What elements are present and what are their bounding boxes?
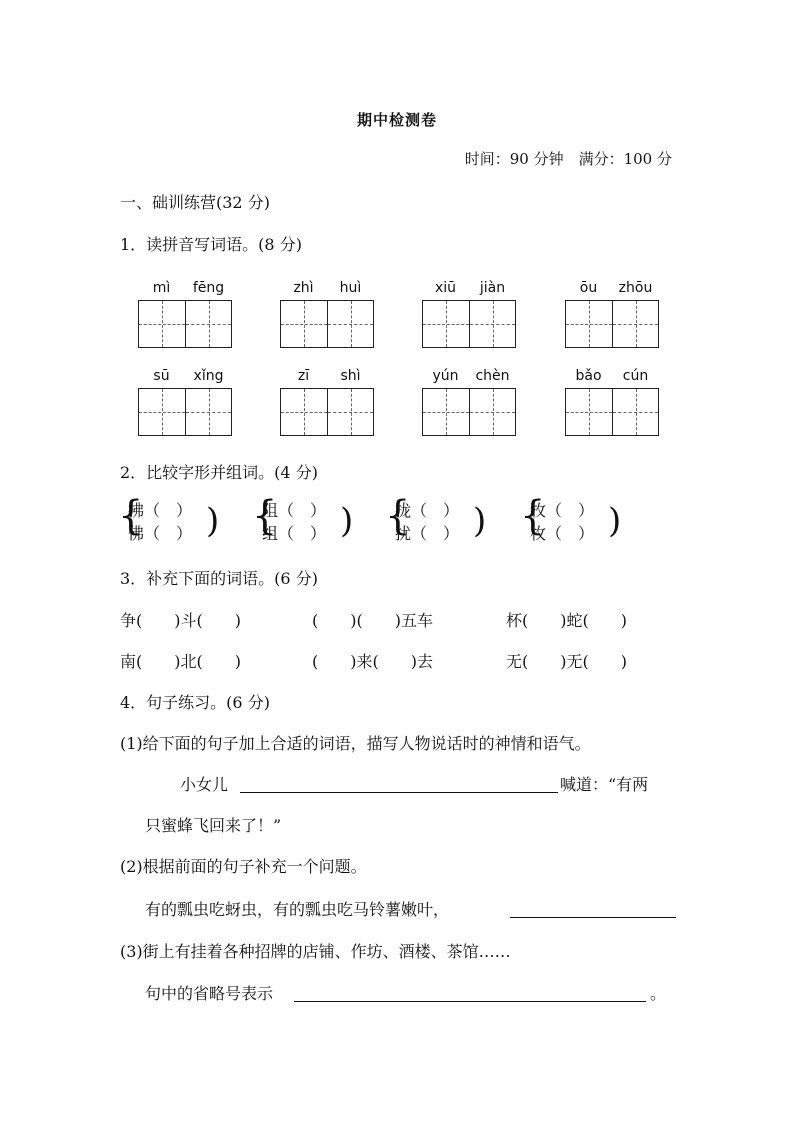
char-pair-top[interactable]: 阻（ ） (262, 501, 327, 520)
char-pair-bottom[interactable]: 佛（ ） (128, 524, 193, 543)
character-cell[interactable] (469, 389, 515, 435)
right-bracket: ) (340, 501, 354, 541)
pinyin-label: fēng (192, 280, 225, 296)
pinyin-label: zhì (293, 280, 314, 296)
character-cell[interactable] (185, 301, 231, 347)
right-bracket: ) (608, 501, 622, 541)
q4-part1-start: 小女儿 (180, 775, 229, 794)
pinyin-word (138, 280, 232, 348)
character-cell[interactable] (281, 389, 327, 435)
q4-part3-prompt: (3)街上有挂着各种招牌的店铺、作坊、酒楼、茶馆…… (120, 942, 511, 961)
char-pair-top[interactable]: 拂（ ） (128, 501, 193, 520)
idiom-fill-2[interactable]: ( )( )五车 (312, 611, 433, 630)
character-cell[interactable] (327, 389, 373, 435)
q4-part3-text: 句中的省略号表示 (145, 984, 274, 1003)
pinyin-label: cún (622, 368, 649, 384)
character-cell[interactable] (566, 301, 612, 347)
q4-part1-blank[interactable] (240, 774, 558, 793)
q4-part1-cont: 只蜜蜂飞回来了！” (145, 816, 282, 835)
q4-part3-blank[interactable] (294, 983, 646, 1002)
right-bracket: ) (473, 501, 487, 541)
pinyin-label: bǎo (575, 368, 602, 384)
char-pair (520, 493, 622, 546)
left-brace: { (385, 493, 411, 539)
pinyin-label: chèn (475, 368, 510, 384)
character-writing-grid[interactable] (138, 300, 232, 348)
character-writing-grid[interactable] (422, 388, 516, 436)
q4-part1-end: 喊道：“有两 (560, 775, 649, 794)
pinyin-label: shì (340, 368, 361, 384)
character-cell[interactable] (139, 389, 185, 435)
pinyin-label: sū (153, 368, 170, 384)
left-brace: { (252, 493, 278, 539)
character-writing-grid[interactable] (422, 300, 516, 348)
character-cell[interactable] (327, 301, 373, 347)
pinyin-word (422, 368, 516, 436)
char-pair-top[interactable]: 拢（ ） (395, 501, 460, 520)
q4-part1-prompt: (1)给下面的句子加上合适的词语，描写人物说话时的神情和语气。 (120, 734, 591, 753)
question-1-heading: 1．读拼音写词语。(8 分) (120, 235, 302, 254)
character-cell[interactable] (139, 301, 185, 347)
char-pair (252, 493, 354, 546)
character-writing-grid[interactable] (565, 300, 659, 348)
pinyin-label: yún (432, 368, 459, 384)
pinyin-word (565, 368, 659, 436)
pinyin-word (138, 368, 232, 436)
pinyin-label: ōu (579, 280, 598, 296)
char-pair (385, 493, 487, 546)
character-cell[interactable] (612, 389, 658, 435)
question-4-heading: 4．句子练习。(6 分) (120, 693, 270, 712)
pinyin-label: xiū (434, 280, 457, 296)
idiom-fill-1[interactable]: 争( )斗( ) (120, 611, 241, 630)
q4-part2-blank[interactable] (510, 899, 676, 918)
pinyin-label: zī (297, 368, 310, 384)
pinyin-label: jiàn (479, 280, 506, 296)
character-cell[interactable] (423, 301, 469, 347)
pinyin-word (565, 280, 659, 348)
character-cell[interactable] (566, 389, 612, 435)
character-writing-grid[interactable] (138, 388, 232, 436)
character-writing-grid[interactable] (565, 388, 659, 436)
pinyin-label: zhōu (618, 280, 653, 296)
character-cell[interactable] (281, 301, 327, 347)
character-cell[interactable] (469, 301, 515, 347)
char-pair-bottom[interactable]: 枚（ ） (530, 524, 595, 543)
character-writing-grid[interactable] (280, 388, 374, 436)
q4-part3-end: 。 (650, 984, 667, 1003)
page-title: 期中检测卷 (356, 111, 437, 129)
section-heading: 一、础训练营(32 分) (120, 193, 270, 212)
left-brace: { (118, 493, 144, 539)
question-3-heading: 3．补充下面的词语。(6 分) (120, 569, 318, 588)
char-pair (118, 493, 220, 546)
character-cell[interactable] (185, 389, 231, 435)
q4-part2-prompt: (2)根据前面的句子补充一个问题。 (120, 857, 367, 876)
idiom-fill-6[interactable]: 无( )无( ) (506, 652, 627, 671)
pinyin-label: huì (339, 280, 362, 296)
exam-time-score: 时间：90 分钟 满分：100 分 (464, 150, 672, 168)
character-cell[interactable] (612, 301, 658, 347)
left-brace: { (520, 493, 546, 539)
pinyin-word (280, 280, 374, 348)
character-cell[interactable] (423, 389, 469, 435)
char-pair-top[interactable]: 牧（ ） (530, 501, 595, 520)
pinyin-word (422, 280, 516, 348)
char-pair-bottom[interactable]: 组（ ） (262, 524, 327, 543)
question-2-heading: 2．比较字形并组词。(4 分) (120, 463, 318, 482)
pinyin-word (280, 368, 374, 436)
idiom-fill-4[interactable]: 南( )北( ) (120, 652, 241, 671)
q4-part2-text: 有的瓢虫吃蚜虫，有的瓢虫吃马铃薯嫩叶， (145, 900, 450, 919)
pinyin-label: mì (152, 280, 171, 296)
idiom-fill-3[interactable]: 杯( )蛇( ) (506, 611, 627, 630)
pinyin-label: xǐng (193, 368, 224, 384)
character-writing-grid[interactable] (280, 300, 374, 348)
idiom-fill-5[interactable]: ( )来( )去 (312, 652, 433, 671)
char-pair-bottom[interactable]: 扰（ ） (395, 524, 460, 543)
right-bracket: ) (206, 501, 220, 541)
